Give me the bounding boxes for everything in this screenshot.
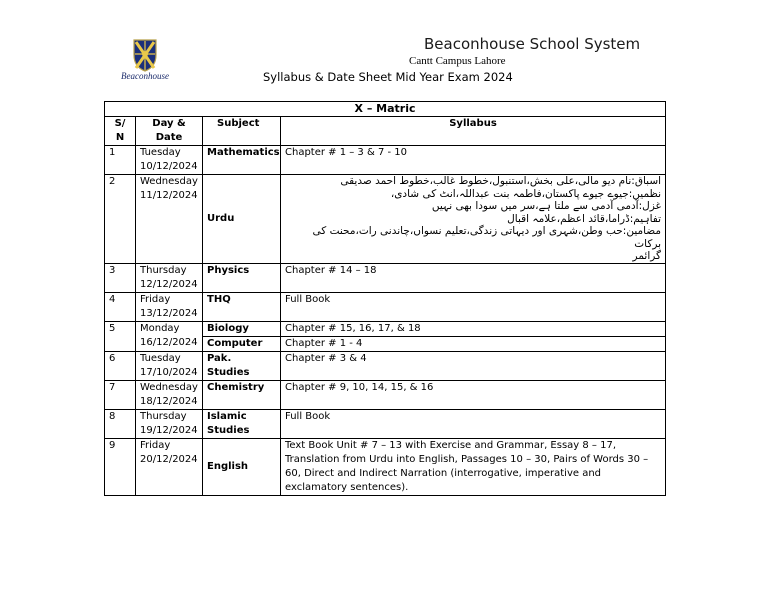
syllabus-header: Syllabus — [281, 117, 666, 146]
day-date-header: Day & Date — [136, 117, 203, 146]
day: Thursday — [140, 410, 187, 422]
date: 19/12/2024 — [140, 424, 198, 436]
table-row — [105, 438, 666, 495]
date-sheet-table — [104, 101, 666, 496]
day: Friday — [140, 439, 171, 451]
urdu-line: نظمیں:جیوے جیوے پاکستان،فاطمہ بنت عبداللہ،انٹ کی شادی، — [390, 187, 662, 200]
class-title: X – Matric — [105, 102, 666, 117]
campus-name: Cantt Campus Lahore — [409, 55, 506, 67]
school-logo — [113, 37, 177, 83]
subject-cell: Computer — [203, 336, 281, 351]
syllabus-cell: Chapter # 9, 10, 14, 15, & 16 — [281, 380, 666, 409]
day-date-cell — [136, 438, 203, 495]
subject-cell: Biology — [203, 321, 281, 336]
day: Tuesday — [140, 147, 181, 158]
sn-cell: 7 — [105, 380, 136, 409]
day-date-cell — [136, 146, 203, 175]
subject-header: Subject — [203, 117, 281, 146]
urdu-line: اسباق:نام دیو مالی،علی بخش،استنبول،خطوط غالب،خطوط احمد صدیقی — [340, 175, 662, 187]
syllabus-cell-urdu — [281, 175, 666, 264]
date: 18/12/2024 — [140, 395, 198, 407]
date: 11/12/2024 — [140, 190, 198, 201]
day: Thursday — [140, 264, 187, 276]
date: 10/12/2024 — [140, 161, 198, 172]
syllabus-cell: Chapter # 1 – 3 & 7 - 10 — [281, 146, 666, 175]
header-row — [105, 117, 666, 146]
table-row — [105, 146, 666, 175]
sn-cell: 6 — [105, 351, 136, 380]
table-row — [105, 263, 666, 292]
urdu-line: غزل:آدمی آدمی سے ملتا ہے،سر میں سودا بھی نہیں — [431, 200, 662, 212]
date: 13/12/2024 — [140, 307, 198, 319]
syllabus-cell: Chapter # 15, 16, 17, & 18 — [281, 321, 666, 336]
syllabus-cell: Full Book — [281, 292, 666, 321]
class-title-row — [105, 102, 666, 117]
day: Wednesday — [140, 381, 198, 393]
subject-cell: Islamic Studies — [203, 409, 281, 438]
date: 12/12/2024 — [140, 278, 198, 290]
day-date-cell — [136, 263, 203, 292]
table-row — [105, 175, 666, 264]
subject-cell: English — [203, 438, 281, 495]
syllabus-cell: Chapter # 1 - 4 — [281, 336, 666, 351]
sn-cell: 8 — [105, 409, 136, 438]
sn-cell: 9 — [105, 438, 136, 495]
subject-cell: Physics — [203, 263, 281, 292]
urdu-line: مضامین:حب وطن،شہری اور دیہاتی زندگی،تعلیم نسواں،چاندنی رات،محنت کی برکات — [312, 225, 662, 250]
table-row — [105, 380, 666, 409]
date: 20/12/2024 — [140, 453, 198, 465]
table-row — [105, 351, 666, 380]
school-name: Beaconhouse School System — [424, 35, 641, 53]
sn-cell: 1 — [105, 146, 136, 175]
urdu-line: گرائمر — [632, 250, 662, 262]
urdu-line: تفاہیم:ڈراما،قائد اعظم،علامہ اقبال — [507, 212, 662, 225]
subject-cell: Mathematics — [203, 146, 281, 175]
syllabus-cell: Text Book Unit # 7 – 13 with Exercise and Grammar, Essay 8 – 17, Translation from Urdu into English, Passages 10 – 30, Pairs of Words 30 – 60, Direct and Indirect Narration (interrogative, imperative and exclamatory sentences). — [281, 438, 666, 495]
table-row — [105, 409, 666, 438]
exam-title: Syllabus & Date Sheet Mid Year Exam 2024 — [263, 70, 513, 84]
logo-wordmark: Beaconhouse — [121, 71, 169, 81]
sn-cell: 3 — [105, 263, 136, 292]
day-date-cell — [136, 175, 203, 264]
day-date-cell — [136, 409, 203, 438]
day-date-cell — [136, 292, 203, 321]
sn-cell: 2 — [105, 175, 136, 264]
subject-cell: Chemistry — [203, 380, 281, 409]
crest-icon — [113, 37, 177, 73]
day: Friday — [140, 293, 171, 305]
syllabus-cell: Chapter # 14 – 18 — [281, 263, 666, 292]
syllabus-cell: Chapter # 3 & 4 — [281, 351, 666, 380]
syllabus-cell: Full Book — [281, 409, 666, 438]
subject-cell: THQ — [203, 292, 281, 321]
day: Monday — [140, 322, 180, 334]
date: 16/12/2024 — [140, 336, 198, 348]
sn-header: S/ N — [105, 117, 136, 146]
sn-cell: 5 — [105, 321, 136, 351]
day: Wednesday — [140, 176, 198, 187]
day: Tuesday — [140, 352, 181, 364]
table-row — [105, 292, 666, 321]
subject-cell: Urdu — [203, 175, 281, 264]
day-date-cell — [136, 321, 203, 351]
sn-cell: 4 — [105, 292, 136, 321]
day-date-cell — [136, 380, 203, 409]
subject-cell: Pak. Studies — [203, 351, 281, 380]
day-date-cell — [136, 351, 203, 380]
date: 17/10/2024 — [140, 366, 198, 378]
table-row — [105, 321, 666, 336]
